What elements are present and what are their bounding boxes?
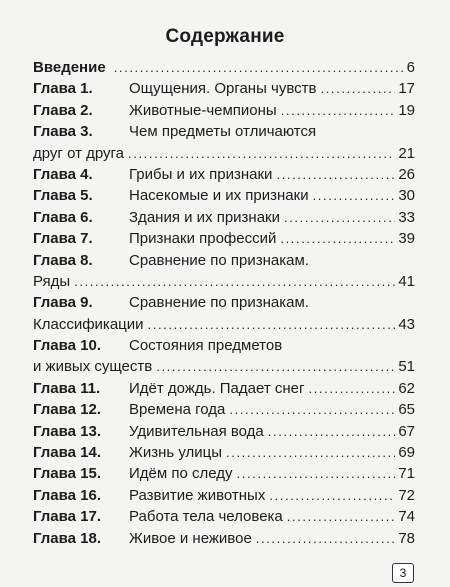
toc-entry: [33, 421, 415, 442]
toc-chapter-title: Здания и их признаки: [129, 208, 280, 226]
toc-intro-label: Введение: [33, 59, 106, 76]
toc-chapter-label: Глава 4.: [33, 165, 93, 183]
toc-entry-continuation: [33, 271, 415, 292]
toc-page-number: 6: [406, 59, 415, 76]
toc-chapter-title: Идёт дождь. Падает снег: [129, 379, 305, 397]
toc-chapter-label: Глава 8.: [33, 251, 93, 269]
toc-leader-dots: [321, 78, 396, 99]
toc-chapter-title: Чем предметы отличаются: [129, 123, 317, 141]
page-title: Содержание: [165, 26, 285, 47]
toc-chapter-title: Идём по следу: [129, 465, 233, 483]
toc-chapter-label: Глава 18.: [33, 529, 102, 547]
toc-chapter-title-continued: друг от друга: [33, 144, 125, 162]
toc-chapter-label: Глава 13.: [33, 422, 102, 440]
toc-chapter-label: Глава 15.: [33, 465, 102, 483]
toc-entry: [33, 335, 415, 356]
toc-leader-dots: [280, 228, 395, 249]
toc-leader-dots: [313, 185, 396, 206]
toc-chapter-title: Признаки профессий: [129, 230, 277, 248]
toc-leader-dots: [226, 442, 395, 463]
toc-chapter-title: Работа тела человека: [129, 508, 283, 526]
toc-leader-dots: [237, 463, 396, 484]
toc-page-number: 26: [398, 165, 415, 183]
toc-leader-dots: [128, 143, 395, 164]
table-of-contents: [33, 57, 415, 549]
toc-leader-dots: [256, 528, 396, 549]
toc-chapter-label: Глава 10.: [33, 337, 102, 355]
toc-chapter-title: Состояния предметов: [129, 337, 283, 355]
toc-entry: [33, 399, 415, 420]
toc-page-number: 41: [398, 272, 415, 290]
toc-chapter-label: Глава 2.: [33, 101, 93, 119]
toc-chapter-label: Глава 11.: [33, 379, 101, 397]
toc-chapter-title: Ощущения. Органы чувств: [129, 80, 317, 98]
toc-entry: [33, 485, 415, 506]
toc-entry: [33, 78, 415, 99]
toc-leader-dots: [114, 57, 404, 78]
toc-leader-dots: [284, 207, 395, 228]
toc-leader-dots: [308, 378, 395, 399]
toc-leader-dots: [281, 100, 396, 121]
toc-entry-continuation: [33, 314, 415, 335]
toc-leader-dots: [269, 485, 395, 506]
toc-chapter-label: Глава 9.: [33, 294, 93, 312]
toc-chapter-title: Развитие животных: [129, 486, 266, 504]
toc-entry: [33, 185, 415, 206]
toc-page-number: 19: [398, 101, 415, 119]
toc-page-number: 69: [398, 444, 415, 462]
toc-chapter-title: Живое и неживое: [129, 529, 252, 547]
toc-leader-dots: [148, 314, 396, 335]
toc-entry-continuation: [33, 356, 415, 377]
toc-page-number: 43: [398, 315, 415, 333]
toc-entry: [33, 164, 415, 185]
toc-page-number: 78: [398, 529, 415, 547]
toc-page-number: 33: [398, 208, 415, 226]
toc-page-number: 72: [398, 486, 415, 504]
toc-leader-dots: [74, 271, 395, 292]
toc-page-number: 62: [398, 379, 415, 397]
toc-page-number: 17: [398, 80, 415, 98]
toc-chapter-title-continued: Классификации: [33, 315, 144, 333]
toc-leader-dots: [156, 356, 395, 377]
toc-leader-dots: [229, 399, 395, 420]
toc-entry: [33, 442, 415, 463]
toc-entry: [33, 463, 415, 484]
toc-chapter-title: Сравнение по признакам.: [129, 294, 309, 312]
toc-page-number: 21: [398, 144, 415, 162]
toc-chapter-label: Глава 14.: [33, 444, 102, 462]
toc-entry: [33, 100, 415, 121]
toc-entry: [33, 250, 415, 271]
toc-chapter-label: Глава 6.: [33, 208, 93, 226]
toc-chapter-label: Глава 12.: [33, 401, 102, 419]
toc-page-number: 67: [398, 422, 415, 440]
toc-entry-continuation: [33, 143, 415, 164]
toc-entry: [33, 528, 415, 549]
toc-chapter-title: Удивительная вода: [129, 422, 264, 440]
toc-entry: [33, 228, 415, 249]
toc-entry: [33, 292, 415, 313]
toc-chapter-label: Глава 1.: [33, 80, 93, 98]
toc-entry: [33, 378, 415, 399]
toc-page-number: 74: [398, 508, 415, 526]
toc-page-number: 51: [398, 358, 415, 376]
toc-chapter-title-continued: Ряды: [33, 272, 71, 290]
toc-entry: [33, 506, 415, 527]
toc-page-number: 65: [398, 401, 415, 419]
toc-chapter-label: Глава 7.: [33, 230, 93, 248]
toc-chapter-title: Времена года: [129, 401, 226, 419]
toc-page-number: 71: [398, 465, 415, 483]
toc-chapter-label: Глава 16.: [33, 486, 102, 504]
toc-chapter-title: Грибы и их признаки: [129, 165, 273, 183]
toc-entry-intro: [33, 57, 415, 78]
toc-chapter-title: Сравнение по признакам.: [129, 251, 309, 269]
toc-chapter-title-continued: и живых существ: [33, 358, 153, 376]
page-number-badge: 3: [392, 563, 414, 583]
toc-chapter-title: Жизнь улицы: [129, 444, 223, 462]
toc-page-number: 30: [398, 187, 415, 205]
toc-chapter-label: Глава 17.: [33, 508, 102, 526]
toc-entry: [33, 121, 415, 142]
toc-entry: [33, 207, 415, 228]
toc-chapter-label: Глава 5.: [33, 187, 93, 205]
toc-chapter-title: Животные-чемпионы: [129, 101, 277, 119]
toc-chapter-title: Насекомые и их признаки: [129, 187, 309, 205]
toc-leader-dots: [268, 421, 396, 442]
toc-page-number: 39: [398, 230, 415, 248]
toc-leader-dots: [287, 506, 396, 527]
toc-leader-dots: [276, 164, 395, 185]
toc-chapter-label: Глава 3.: [33, 123, 93, 141]
